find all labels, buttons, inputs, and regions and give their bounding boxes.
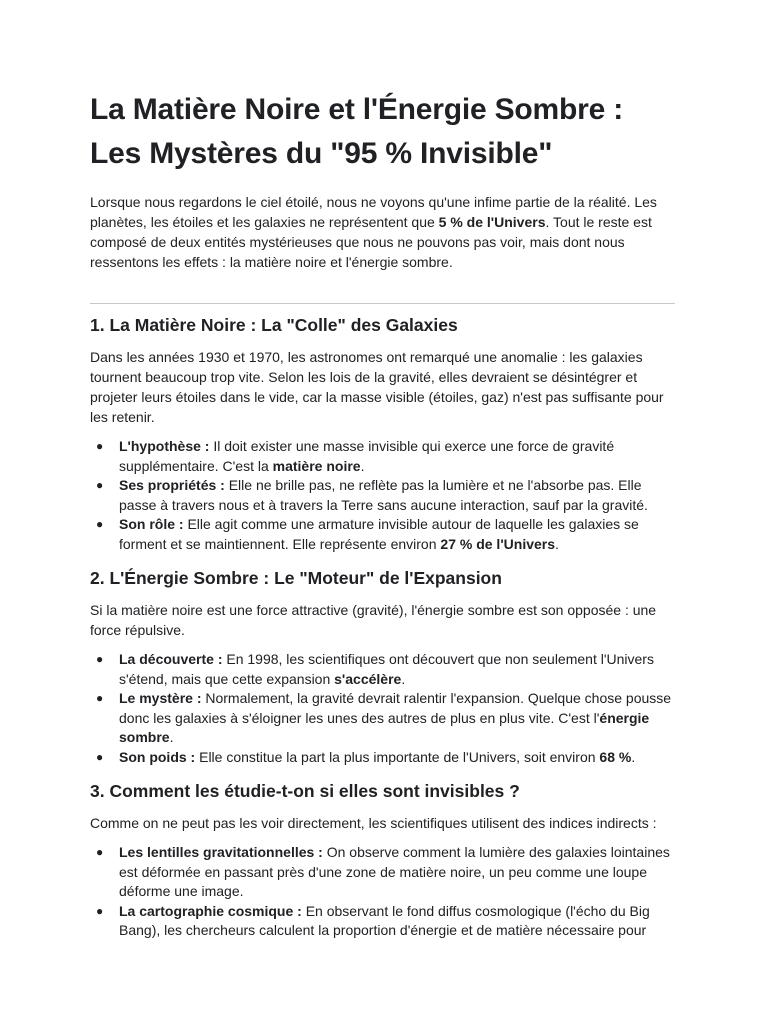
bullet-icon: ●	[96, 439, 104, 453]
item-emphasis: s'accélère	[334, 670, 402, 687]
list-item	[90, 748, 675, 768]
list-item	[90, 902, 675, 941]
item-text: Normalement, la gravité devrait ralentir l'expansion. Quelque chose pousse donc les galaxies à s'éloigner les unes des autres de plus en plus vite. C'est l'	[119, 690, 672, 726]
item-label: La cartographie cosmique :	[119, 902, 302, 919]
list-item	[90, 476, 675, 515]
item-text-end: .	[401, 670, 406, 687]
item-text: Il doit exister une masse invisible qui exerce une force de gravité supplémentaire. C'est la	[119, 438, 615, 474]
item-emphasis: énergie sombre	[119, 709, 650, 745]
list-item	[90, 515, 675, 554]
item-label: Son rôle :	[119, 516, 184, 532]
item-text-end: .	[555, 535, 559, 552]
section-2-list	[90, 650, 675, 767]
intro-text-end: . Tout le reste est composé de deux entités mystérieuses que nous ne pouvons pas voir, mais dont nous ressentons les effets : la matière noire et l'énergie sombre.	[90, 214, 652, 270]
list-item	[90, 689, 675, 748]
item-emphasis: 68 %	[599, 748, 632, 765]
title-line-1: La Matière Noire et l'Énergie Sombre :	[90, 93, 624, 126]
section-1-paragraph: Dans les années 1930 et 1970, les astronomes ont remarqué une anomalie : les galaxies tournent beaucoup trop vite. Selon les lois de la gravité, elles devraient se désintégrer et projeter leurs étoiles dans le vide, car la masse visible (étoiles, gaz) n'est pas suffisante pour les retenir.	[90, 349, 664, 425]
intro-emphasis: 5 % de l'Univers	[438, 214, 546, 230]
item-emphasis: matière noire	[272, 457, 361, 474]
section-3-heading: 3. Comment les étudie-t-on si elles sont invisibles ?	[90, 781, 520, 801]
item-text: Elle ne brille pas, ne reflète pas la lumière et ne l'absorbe pas. Elle passe à travers nous et à travers la Terre sans aucune interaction, sauf par la gravité.	[119, 477, 648, 513]
section-3-list	[90, 843, 675, 941]
list-item	[90, 843, 675, 902]
item-label: Son poids :	[119, 748, 196, 765]
bullet-icon: ●	[96, 749, 104, 764]
item-label: L'hypothèse :	[119, 438, 210, 454]
item-text: Elle agit comme une armature invisible autour de laquelle les galaxies se forment et se maintiennent. Elle représente environ	[119, 516, 639, 552]
section-2-paragraph: Si la matière noire est une force attractive (gravité), l'énergie sombre est son opposée : une force répulsive.	[90, 602, 657, 638]
item-text-end: .	[360, 457, 365, 474]
item-text: Elle constitue la part la plus importante de l'Univers, soit environ	[195, 748, 600, 765]
document-title	[90, 88, 675, 176]
title-line-2: Les Mystères du "95 % Invisible"	[90, 137, 553, 170]
bullet-icon: ●	[96, 845, 104, 859]
item-label: Les lentilles gravitationnelles :	[119, 844, 323, 860]
bullet-icon: ●	[96, 903, 104, 918]
item-label: Ses propriétés :	[119, 477, 225, 493]
list-item	[90, 437, 675, 476]
item-text: En observant le fond diffus cosmologique (l'écho du Big Bang), les chercheurs calculent la proportion d'énergie et de matière nécessaire pour	[119, 902, 650, 938]
item-text-end: .	[631, 748, 636, 765]
intro-text: Lorsque nous regardons le ciel étoilé, nous ne voyons qu'une infime partie de la réalité. Les planètes, les étoiles et les galaxies ne représentent que	[90, 194, 657, 230]
bullet-icon: ●	[96, 691, 104, 705]
item-text: En 1998, les scientifiques ont découvert que non seulement l'Univers s'étend, mais que cette expansion	[119, 651, 654, 687]
intro-paragraph	[90, 192, 675, 272]
item-emphasis: 27 % de l'Univers	[440, 535, 556, 552]
list-item	[90, 650, 675, 689]
document-page	[90, 88, 675, 941]
item-label: La découverte :	[119, 651, 223, 667]
item-text-end: .	[169, 729, 174, 745]
bullet-icon: ●	[96, 652, 104, 666]
section-3-paragraph: Comme on ne peut pas les voir directement, les scientifiques utilisent des indices indirects :	[90, 815, 657, 831]
section-2-heading: 2. L'Énergie Sombre : Le "Moteur" de l'Expansion	[90, 568, 502, 588]
section-1-heading: 1. La Matière Noire : La "Colle" des Galaxies	[90, 315, 458, 335]
section-divider	[90, 303, 675, 304]
bullet-icon: ●	[96, 517, 104, 531]
item-label: Le mystère :	[119, 690, 202, 706]
section-1-list	[90, 437, 675, 554]
bullet-icon: ●	[96, 478, 104, 492]
item-text: On observe comment la lumière des galaxies lointaines est déformée en passant près d'une zone de matière noire, un peu comme une loupe déforme une image.	[119, 844, 670, 899]
